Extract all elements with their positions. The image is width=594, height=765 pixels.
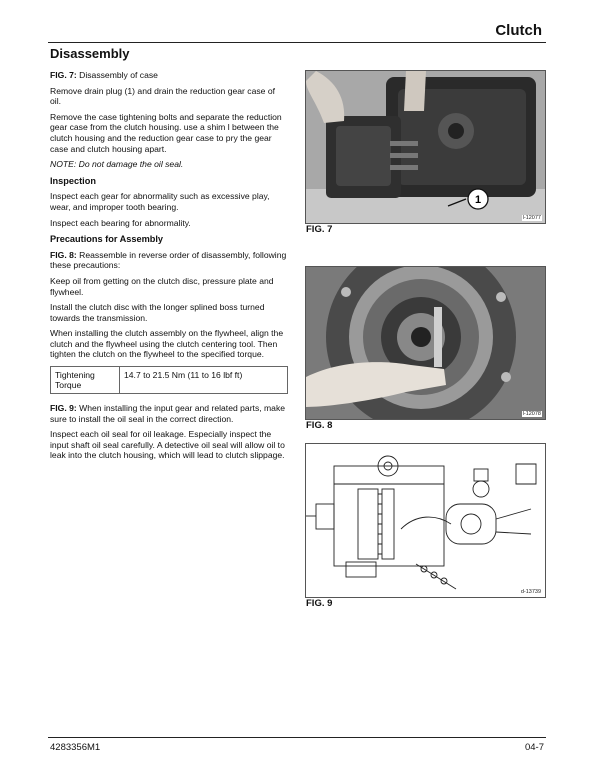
fig7-ref: FIG. 7: [50,70,77,80]
fig7-code: l-12077 [522,215,541,221]
fig9-desc: When installing the input gear and related parts, make sure to install the oil seal in the correct direction. [50,403,286,424]
keep-oil-paragraph: Keep oil from getting on the clutch disc, pressure plate and flywheel. [50,275,274,297]
fig9-code: d-13739 [520,589,541,595]
fig7-illustration [306,71,545,223]
torque-label: Tightening Torque [51,367,120,394]
fig8-desc: Reassemble in reverse order of disassembly, following these precautions: [50,249,287,271]
fig8-ref: FIG. 8: [50,249,77,260]
fig8-paragraph [50,250,288,271]
fig7-caption: FIG. 7 [306,224,333,235]
fig9-ref: FIG. 9: [50,403,77,414]
fig7-paragraph [50,70,288,81]
separate-paragraph: Remove the case tightening bolts and separate the reduction gear case from the clutch housing. use a shim l between the clutch housing and the reduction gear case to pry the gear case and clutch housing apart. [50,111,282,154]
drain-paragraph: Remove drain plug (1) and drain the reduction gear case of oil. [50,85,276,107]
fig7-callout: 1 [474,194,482,206]
align-clutch-paragraph: When installing the clutch assembly on the flywheel, align the clutch and the flywheel using the clutch centering tool. Then tighten the clutch on the flywheel to the specified torque. [50,328,284,360]
header-rule [48,42,546,43]
inspect-bearing-paragraph: Inspect each bearing for abnormality. [50,217,191,228]
text-column [50,70,288,466]
fig7-desc: Disassembly of case [76,70,158,80]
inspection-heading: Inspection [50,175,96,186]
torque-value: 14.7 to 21.5 Nm (11 to 16 lbf ft) [120,367,288,394]
fig9-caption: FIG. 9 [306,598,333,609]
oil-seal-paragraph: Inspect each oil seal for oil leakage. Especially inspect the input shaft oil seal carefully. A detective oil seal will allow oil to leak into the clutch housing, which will lead to clutch slippage. [50,429,285,461]
fig9-paragraph [50,403,288,424]
fig9-illustration [306,444,545,597]
fig8-illustration [306,267,545,419]
footer-rule [48,737,546,738]
inspect-gear-paragraph: Inspect each gear for abnormality such as excessive play, wear, and improper tooth bearing. [50,191,270,212]
fig8-caption: FIG. 8 [306,420,333,431]
doc-number: 4283356M1 [50,742,101,753]
oil-seal-note: NOTE: Do not damage the oil seal. [50,159,184,170]
fig9-drawing [305,443,546,598]
page-number: 04-7 [524,742,544,753]
fig7-photo [305,70,546,224]
section-title: Disassembly [50,46,130,61]
fig8-code: l-12078 [522,411,541,417]
fig8-photo [305,266,546,420]
precautions-heading: Precautions for Assembly [50,234,164,245]
torque-table [50,366,288,394]
install-disc-paragraph: Install the clutch disc with the longer splined boss turned towards the transmission. [50,302,265,323]
torque-row [51,367,288,394]
section-header-title: Clutch [495,22,542,39]
